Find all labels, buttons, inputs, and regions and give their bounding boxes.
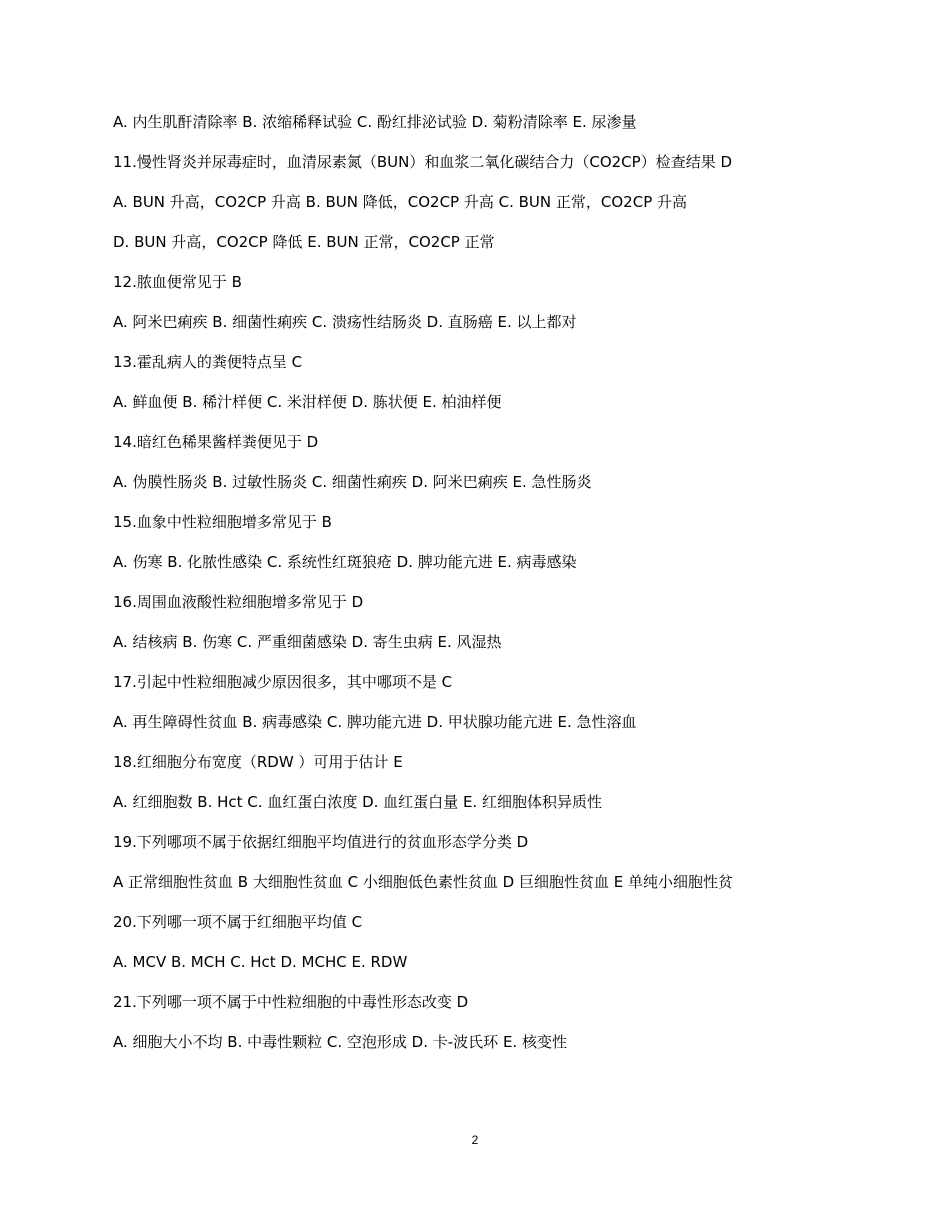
- question-18: 18.红细胞分布宽度（RDW ）可用于估计 E: [113, 753, 403, 771]
- question-options-14: A. 伪膜性肠炎 B. 过敏性肠炎 C. 细菌性痢疾 D. 阿米巴痢疾 E. 急性肠炎: [113, 473, 592, 491]
- question-options-17: A. 再生障碍性贫血 B. 病毒感染 C. 脾功能亢进 D. 甲状腺功能亢进 E. 急性溶血: [113, 713, 637, 731]
- question-17: 17.引起中性粒细胞减少原因很多，其中哪项不是 C: [113, 673, 453, 691]
- question-options-11-a: A. BUN 升高，CO2CP 升高 B. BUN 降低，CO2CP 升高 C. BUN 正常，CO2CP 升高: [113, 193, 688, 211]
- question-21: 21.下列哪一项不属于中性粒细胞的中毒性形态改变 D: [113, 993, 469, 1011]
- question-options-15: A. 伤寒 B. 化脓性感染 C. 系统性红斑狼疮 D. 脾功能亢进 E. 病毒感染: [113, 553, 577, 571]
- question-options-10: A. 内生肌酐清除率 B. 浓缩稀释试验 C. 酚红排泌试验 D. 菊粉清除率 E. 尿渗量: [113, 113, 637, 131]
- question-20: 20.下列哪一项不属于红细胞平均值 C: [113, 913, 363, 931]
- question-options-11-b: D. BUN 升高，CO2CP 降低 E. BUN 正常，CO2CP 正常: [113, 233, 495, 251]
- question-options-12: A. 阿米巴痢疾 B. 细菌性痢疾 C. 溃疡性结肠炎 D. 直肠癌 E. 以上都对: [113, 313, 577, 331]
- question-19: 19.下列哪项不属于依据红细胞平均值进行的贫血形态学分类 D: [113, 833, 529, 851]
- question-13: 13.霍乱病人的粪便特点呈 C: [113, 353, 303, 371]
- question-16: 16.周围血液酸性粒细胞增多常见于 D: [113, 593, 364, 611]
- question-15: 15.血象中性粒细胞增多常见于 B: [113, 513, 332, 531]
- question-options-16: A. 结核病 B. 伤寒 C. 严重细菌感染 D. 寄生虫病 E. 风湿热: [113, 633, 502, 651]
- question-options-13: A. 鲜血便 B. 稀汁样便 C. 米泔样便 D. 胨状便 E. 柏油样便: [113, 393, 502, 411]
- question-options-18: A. 红细胞数 B. Hct C. 血红蛋白浓度 D. 血红蛋白量 E. 红细胞体积异质性: [113, 793, 602, 811]
- question-12: 12.脓血便常见于 B: [113, 273, 242, 291]
- question-options-19: A 正常细胞性贫血 B 大细胞性贫血 C 小细胞低色素性贫血 D 巨细胞性贫血 E 单纯小细胞性贫: [113, 873, 733, 891]
- question-options-20: A. MCV B. MCH C. Hct D. MCHC E. RDW: [113, 953, 408, 971]
- question-options-21: A. 细胞大小不均 B. 中毒性颗粒 C. 空泡形成 D. 卡-波氏环 E. 核变性: [113, 1033, 567, 1051]
- page-number: 2: [471, 1133, 479, 1147]
- page-content: [113, 111, 813, 1071]
- question-14: 14.暗红色稀果酱样粪便见于 D: [113, 433, 319, 451]
- question-11: 11.慢性肾炎并尿毒症时，血清尿素氮（BUN）和血浆二氧化碳结合力（CO2CP）检查结果 D: [113, 153, 733, 171]
